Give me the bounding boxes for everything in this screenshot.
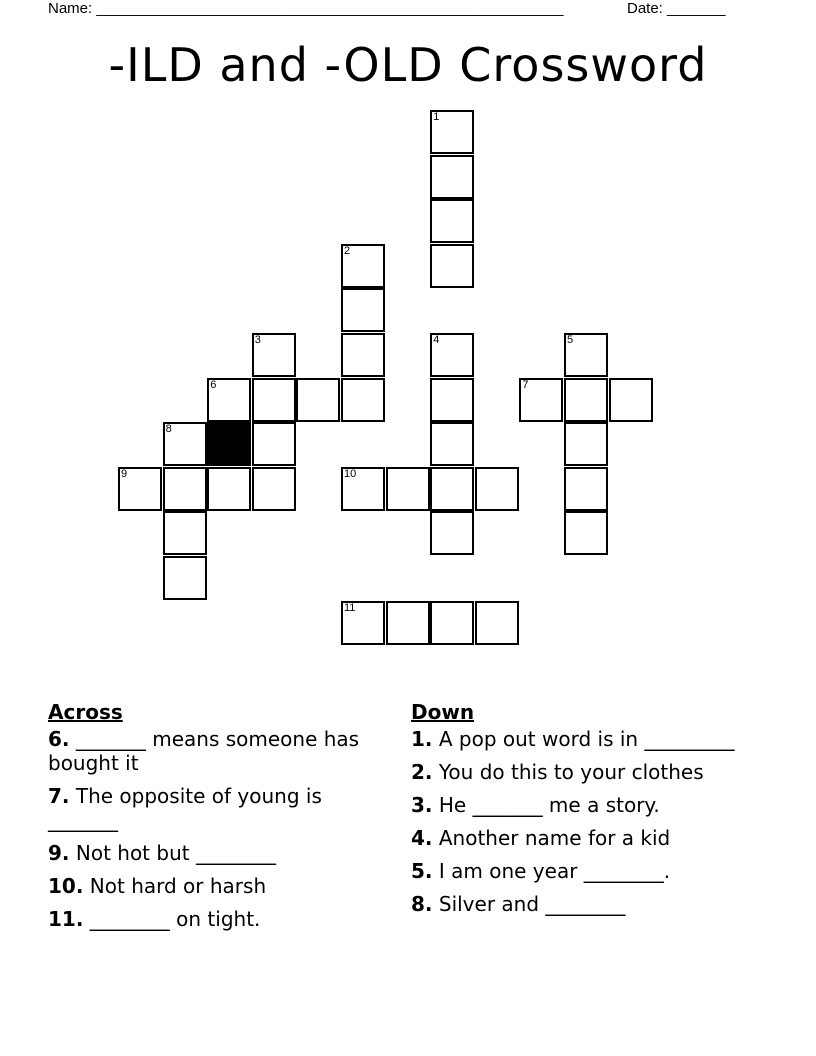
grid-cell[interactable] (430, 244, 474, 288)
clue-item-number: 10. (48, 874, 84, 898)
grid-block-cell (207, 422, 251, 466)
grid-cell[interactable] (564, 422, 608, 466)
grid-cell[interactable] (609, 378, 653, 422)
clue-number: 3 (254, 334, 261, 346)
clue-item-number: 1. (411, 727, 433, 751)
clue-number: 4 (433, 334, 440, 346)
clue-item (48, 841, 368, 865)
clue-item-number: 8. (411, 892, 433, 916)
grid-cell[interactable] (118, 467, 162, 511)
clue-item-text: I am one year ________. (432, 859, 671, 883)
clue-item-number: 9. (48, 841, 70, 865)
clue-item (411, 826, 751, 850)
grid-cell[interactable] (564, 333, 608, 377)
grid-cell[interactable] (252, 422, 296, 466)
clue-item (411, 727, 751, 751)
clue-item-text: A pop out word is in _________ (432, 727, 735, 751)
grid-cell[interactable] (163, 422, 207, 466)
across-clue-list (48, 727, 368, 931)
clue-item-text: _______ means someone has bought it (48, 727, 360, 775)
clue-item-number: 5. (411, 859, 433, 883)
date-field-label: Date: _______ (627, 0, 726, 17)
grid-cell[interactable] (163, 511, 207, 555)
clue-item (48, 784, 368, 832)
down-clue-list (411, 727, 751, 916)
grid-cell[interactable] (252, 467, 296, 511)
clue-item (411, 793, 751, 817)
clue-item (48, 907, 368, 931)
grid-cell[interactable] (430, 378, 474, 422)
clue-item (48, 874, 368, 898)
clue-number: 11 (344, 601, 356, 614)
clue-item-number: 2. (411, 760, 433, 784)
clue-item-number: 11. (48, 907, 84, 931)
across-heading: Across (48, 700, 123, 724)
clue-item (411, 859, 751, 883)
clue-item (48, 727, 368, 775)
grid-cell[interactable] (341, 467, 385, 511)
grid-cell[interactable] (386, 601, 430, 645)
clue-item-text: He _______ me a story. (432, 793, 660, 817)
grid-cell[interactable] (519, 378, 563, 422)
grid-cell[interactable] (564, 467, 608, 511)
grid-cell[interactable] (475, 467, 519, 511)
grid-cell[interactable] (430, 422, 474, 466)
grid-cell[interactable] (475, 601, 519, 645)
clue-item-text: You do this to your clothes (432, 760, 704, 784)
clue-item (411, 892, 751, 916)
grid-cell[interactable] (430, 155, 474, 199)
grid-cell[interactable] (341, 601, 385, 645)
clue-number: 2 (344, 244, 351, 257)
clue-item-text: ________ on tight. (83, 907, 261, 931)
grid-cell[interactable] (430, 199, 474, 243)
clue-item-number: 6. (48, 727, 70, 751)
grid-cell[interactable] (430, 110, 474, 154)
grid-cell[interactable] (430, 333, 474, 377)
clue-item-text: Not hard or harsh (83, 874, 267, 898)
grid-cell[interactable] (296, 378, 340, 422)
grid-cell[interactable] (163, 556, 207, 600)
clue-item-text: Silver and ________ (432, 892, 626, 916)
grid-cell[interactable] (341, 333, 385, 377)
grid-cell[interactable] (341, 244, 385, 288)
grid-cell[interactable] (430, 467, 474, 511)
clue-number: 5 (567, 334, 574, 346)
grid-cell[interactable] (564, 378, 608, 422)
grid-cell[interactable] (252, 378, 296, 422)
clue-item-text: Another name for a kid (432, 826, 671, 850)
across-clues (48, 700, 368, 940)
clue-number: 8 (165, 423, 172, 436)
clue-item-text: The opposite of young is _______ (48, 784, 322, 832)
down-heading: Down (411, 700, 475, 724)
clue-number: 7 (522, 378, 529, 391)
clue-number: 6 (210, 378, 217, 391)
clue-number: 9 (121, 467, 128, 480)
grid-cell[interactable] (252, 333, 296, 377)
clue-item-number: 4. (411, 826, 433, 850)
clue-item-number: 3. (411, 793, 433, 817)
clue-item (411, 760, 751, 784)
clue-number: 10 (344, 467, 357, 480)
grid-cell[interactable] (207, 467, 251, 511)
grid-cell[interactable] (341, 288, 385, 332)
clue-item-text: Not hot but ________ (69, 841, 276, 865)
grid-cell[interactable] (564, 511, 608, 555)
page-title: -ILD and -OLD Crossword (108, 38, 708, 92)
down-clues (411, 700, 751, 925)
grid-cell[interactable] (341, 378, 385, 422)
grid-cell[interactable] (207, 378, 251, 422)
grid-cell[interactable] (430, 511, 474, 555)
name-field-label: Name: ________________________________________________________ (48, 0, 564, 17)
clue-number: 1 (433, 111, 440, 123)
grid-cell[interactable] (163, 467, 207, 511)
grid-cell[interactable] (430, 601, 474, 645)
grid-cell[interactable] (386, 467, 430, 511)
clue-item-number: 7. (48, 784, 70, 808)
